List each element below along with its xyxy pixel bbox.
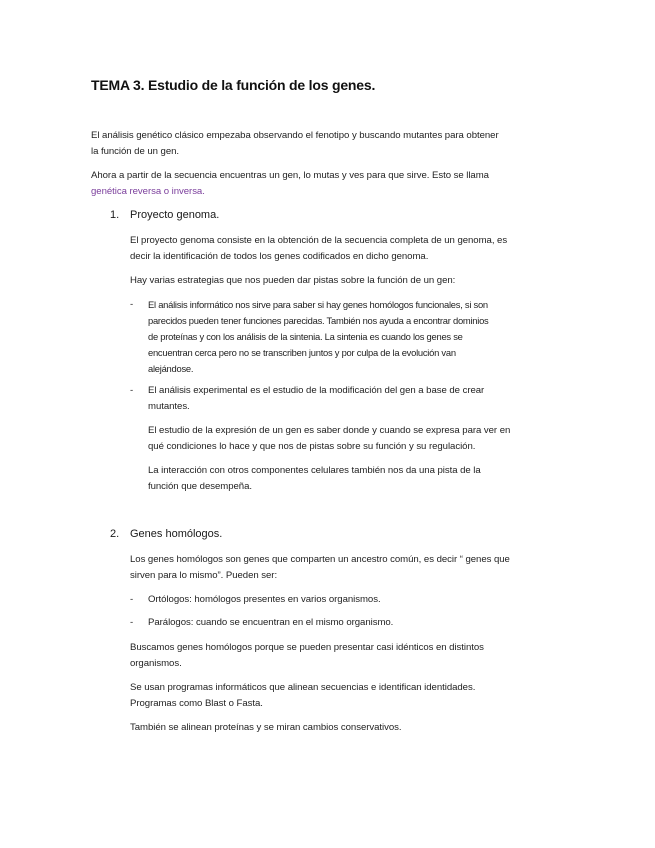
intro-paragraph-1-line-2: la función de un gen. bbox=[91, 146, 180, 157]
page-title: TEMA 3. Estudio de la función de los genes. bbox=[91, 77, 376, 93]
section-2-bullet-2: Parálogos: cuando se encuentran en el mismo organismo. bbox=[148, 617, 394, 628]
section-2-paragraph-3-line-2: Programas como Blast o Fasta. bbox=[130, 698, 263, 709]
bullet-dash-icon: - bbox=[130, 617, 134, 628]
section-2-title: Genes homólogos. bbox=[130, 528, 223, 540]
section-1-heading bbox=[110, 207, 219, 223]
section-1-bullet-1-line-1: El análisis informático nos sirve para saber si hay genes homólogos funcionales, si son bbox=[148, 299, 488, 310]
section-1-bullet-2-line-1: El análisis experimental es el estudio de la modificación del gen a base de crear bbox=[148, 385, 485, 396]
section-1-paragraph-2: Hay varias estrategias que nos pueden dar pistas sobre la función de un gen: bbox=[130, 275, 456, 286]
section-1-bullet-2-paragraph-2-line-2: qué condiciones lo hace y que nos de pistas sobre su función y su regulación. bbox=[148, 441, 476, 452]
section-1-bullet-2-paragraph-2-line-1: El estudio de la expresión de un gen es saber donde y cuando se expresa para ver en bbox=[148, 425, 511, 436]
section-2-paragraph-3-line-1: Se usan programas informáticos que alinean secuencias e identifican identidades. bbox=[130, 682, 476, 693]
intro-paragraph-1-line-1: El análisis genético clásico empezaba observando el fenotipo y buscando mutantes para obtener bbox=[91, 130, 499, 141]
section-2-paragraph-1-line-2: sirven para lo mismo”. Pueden ser: bbox=[130, 570, 278, 581]
section-2-paragraph-1-line-1: Los genes homólogos son genes que comparten un ancestro común, es decir “ genes que bbox=[130, 554, 510, 565]
reverse-genetics-link[interactable]: genética reversa o inversa. bbox=[91, 186, 205, 197]
section-1-bullet-2-paragraph-3-line-2: función que desempeña. bbox=[148, 481, 252, 492]
bullet-dash-icon: - bbox=[130, 385, 134, 396]
section-1-bullet-1-line-4: encuentran cerca pero no se transcriben juntos y por culpa de la evolución van bbox=[148, 347, 456, 358]
section-2-number: 2. bbox=[110, 528, 120, 540]
section-1-title: Proyecto genoma. bbox=[130, 209, 220, 221]
section-1-paragraph-1-line-1: El proyecto genoma consiste en la obtención de la secuencia completa de un genoma, es bbox=[130, 235, 508, 246]
section-1-paragraph-1-line-2: decir la identificación de todos los genes codificados en dicho genoma. bbox=[130, 251, 429, 262]
section-1-bullet-2-paragraph-3-line-1: La interacción con otros componentes celulares también nos da una pista de la bbox=[148, 465, 481, 476]
section-1-bullet-2-line-2: mutantes. bbox=[148, 401, 190, 412]
bullet-dash-icon: - bbox=[130, 299, 134, 310]
section-2-bullet-1: Ortólogos: homólogos presentes en varios organismos. bbox=[148, 594, 381, 605]
section-2-paragraph-4: También se alinean proteínas y se miran cambios conservativos. bbox=[130, 722, 402, 733]
section-2-heading bbox=[110, 526, 222, 542]
section-2-paragraph-2-line-2: organismos. bbox=[130, 658, 182, 669]
section-1-bullet-1-line-3: de proteínas y con los análisis de la sintenia. La sintenia es cuando los genes se bbox=[148, 331, 463, 342]
section-1-number: 1. bbox=[110, 209, 120, 221]
section-1-bullet-1-line-5: alejándose. bbox=[148, 363, 194, 374]
bullet-dash-icon: - bbox=[130, 594, 134, 605]
section-1-bullet-1-line-2: parecidos pueden tener funciones parecidas. También nos ayuda a encontrar dominios bbox=[148, 315, 489, 326]
intro-paragraph-2-line-1: Ahora a partir de la secuencia encuentras un gen, lo mutas y ves para que sirve. Esto se llama bbox=[91, 170, 489, 181]
section-2-paragraph-2-line-1: Buscamos genes homólogos porque se pueden presentar casi idénticos en distintos bbox=[130, 642, 484, 653]
